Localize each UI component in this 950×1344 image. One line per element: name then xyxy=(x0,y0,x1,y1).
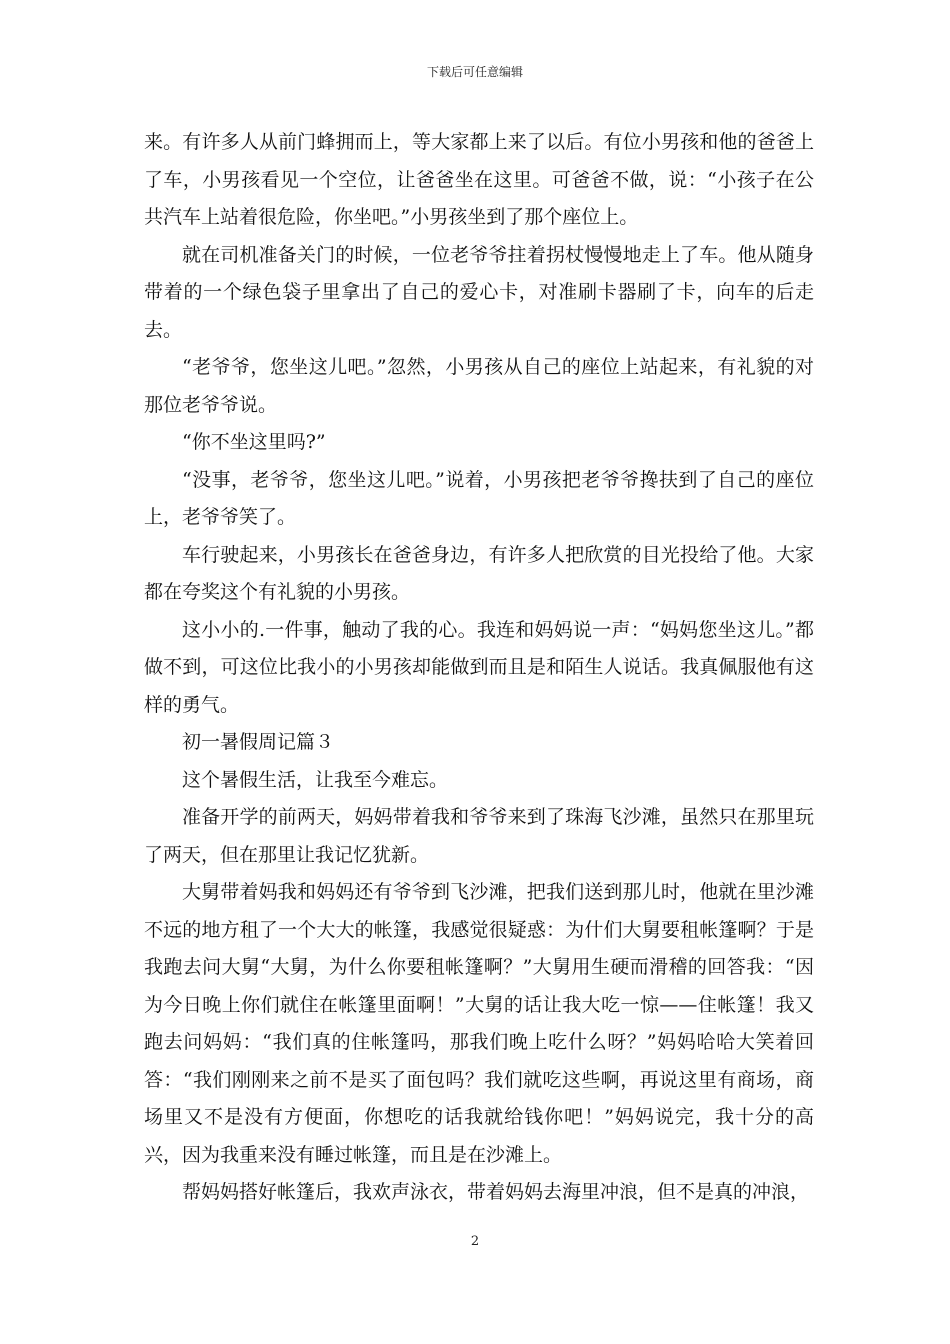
paragraph-4: “你不坐这里吗?” xyxy=(182,431,326,453)
paragraph-5: “没事，老爷爷，您坐这儿吧。”说着，小男孩把老爷爷搀扶到了自己的座位上，老爷爷笑了。 xyxy=(144,468,814,528)
paragraph-2: 就在司机准备关门的时候，一位老爷爷拄着拐杖慢慢地走上了车。他从随身带着的一个绿色袋子里拿出了自己的爱心卡，对准刷卡器刷了卡，向车的后走去。 xyxy=(144,243,814,341)
paragraph-6: 车行驶起来，小男孩长在爸爸身边，有许多人把欣赏的目光投给了他。大家都在夸奖这个有礼貌的小男孩。 xyxy=(144,543,814,603)
page-number: 2 xyxy=(470,1234,480,1249)
paragraph-10: 准备开学的前两天，妈妈带着我和爷爷来到了珠海飞沙滩，虽然只在那里玩了两天，但在那里让我记忆犹新。 xyxy=(144,806,814,866)
page-header: 下载后可任意编辑 xyxy=(426,65,523,79)
paragraph-7: 这小小的.一件事，触动了我的心。我连和妈妈说一声：“妈妈您坐这儿。”都做不到，可这位比我小的小男孩却能做到而且是和陌生人说话。我真佩服他有这样的勇气。 xyxy=(144,618,814,716)
paragraph-12: 帮妈妈搭好帐篷后，我欢声泳衣，带着妈妈去海里冲浪，但不是真的冲浪， xyxy=(182,1181,810,1203)
paragraph-9: 这个暑假生活，让我至今难忘。 xyxy=(182,768,449,791)
paragraph-3: “老爷爷，您坐这儿吧。”忽然，小男孩从自己的座位上站起来，有礼貌的对那位老爷爷说。 xyxy=(144,356,814,416)
paragraph-11: 大舅带着妈我和妈妈还有爷爷到飞沙滩，把我们送到那儿时，他就在里沙滩不远的地方租了一个大大的帐篷，我感觉很疑惑：为什们大舅要租帐篷啊？于是我跑去问大舅“大舅，为什么你要租帐篷啊？”大舅用生硬而滑稽的回答我：“因为今日晚上你们就住在帐篷里面啊！”大舅的话让我大吃一惊——住帐篷！我又跑去问妈妈：“我们真的住帐篷吗，那我们晚上吃什么呀？”妈妈哈哈大笑着回答：“我们刚刚来之前不是买了面包吗？我们就吃这些啊，再说这里有商场，商场里又不是没有方便面，你想吃的话我就给钱你吧！”妈妈说完，我十分的高兴，因为我重来没有睡过帐篷，而且是在沙滩上。 xyxy=(144,881,814,1166)
paragraph-1: 来。有许多人从前门蜂拥而上，等大家都上来了以后。有位小男孩和他的爸爸上了车，小男孩看见一个空位，让爸爸坐在这里。可爸爸不做，说：“小孩子在公共汽车上站着很危险，你坐吧。”小男孩坐到了那个座位上。 xyxy=(144,131,814,228)
section-heading: 初一暑假周记篇３ xyxy=(182,731,335,753)
document-body xyxy=(144,124,814,1212)
